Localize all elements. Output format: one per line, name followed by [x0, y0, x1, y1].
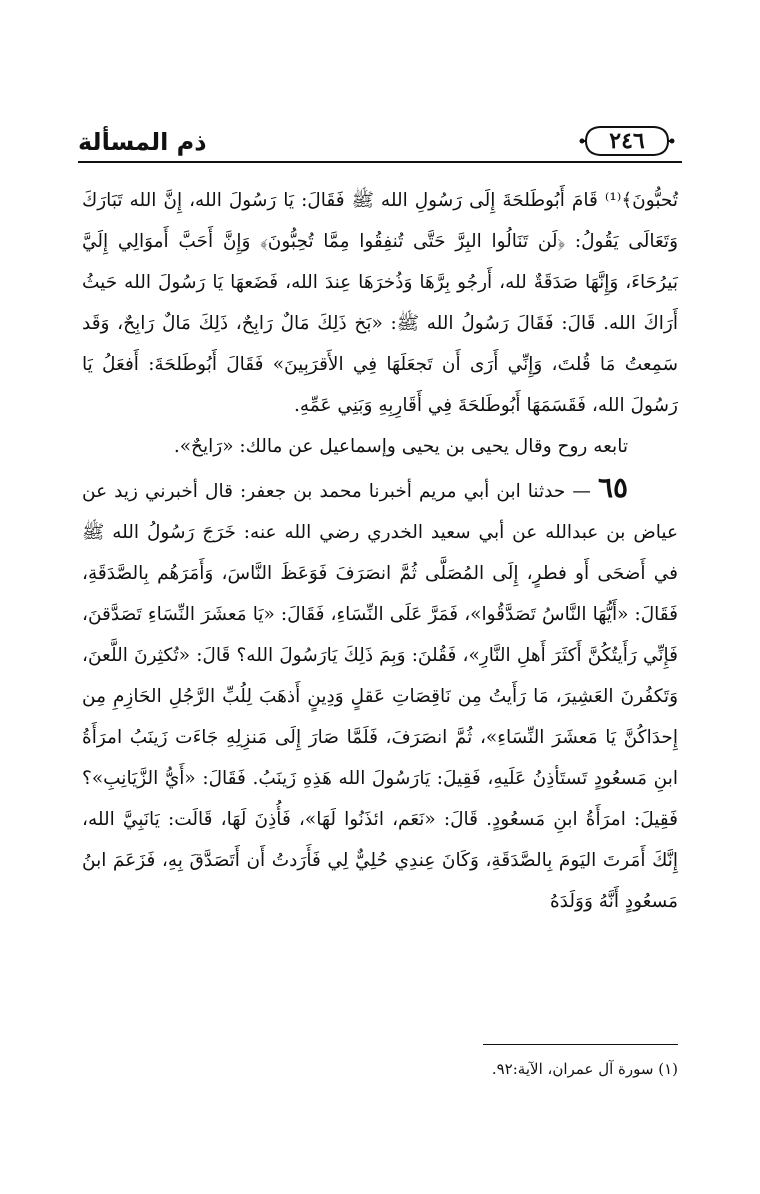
page-number-badge: [578, 122, 676, 160]
page-number: ٢٤٦: [609, 128, 645, 154]
main-text: [82, 180, 678, 922]
paragraph-1: تُحبُّونَ﴾⁽¹⁾ قَامَ أَبُوطَلحَةَ إِلَى رَسُولِ الله ﷺ فَقَالَ: يَا رَسُولَ الله، إِنَّ الله تَبَارَكَ وَتَعَالَى يَقُولُ: ﴿لَن تَنَالُوا البِرَّ حَتَّى تُنفِقُوا مِمَّا تُحِبُّونَ﴾ وَإِنَّ أَحَبَّ أَموَالِي إِلَيَّ بَيرُحَاءَ، وَإِنَّهَا صَدَقَةٌ لله، أَرجُو بِرَّهَا وَذُخرَهَا عِندَ الله، فَضَعهَا يَا رَسُولَ الله حَيثُ أَرَاكَ الله. قَالَ: فَقَالَ رَسُولُ الله ﷺ: «بَخ ذَلِكَ مَالٌ رَابِحٌ، ذَلِكَ مَالٌ رَابِحٌ، وَقَد سَمِعتُ مَا قُلتَ، وَإِنِّي أَرَى أَن تَجعَلَهَا فِي الأَقرَبِينَ» فَقَالَ أَبُوطَلحَةَ: أَفعَلُ يَا رَسُولَ الله، فَقَسَمَهَا أَبُوطَلحَةَ فِي أَقَارِبِهِ وَبَنِي عَمِّهِ.: [82, 190, 678, 416]
header-rule: [78, 161, 682, 163]
footnote-rule: [483, 1044, 678, 1045]
hadith-number: ٦٥: [597, 471, 629, 504]
paragraph-2: تابعه روح وقال يحيى بن يحيى وإسماعيل عن مالك: «رَايحٌ».: [173, 436, 628, 457]
page-header: [78, 120, 682, 168]
running-title: ذم المسألة: [78, 128, 207, 156]
footnote: (١) سورة آل عمران، الآية:٩٢.: [491, 1060, 678, 1078]
paragraph-3: — حدثنا ابن أبي مريم أخبرنا محمد بن جعفر: قال أخبرني زيد عن عياض بن عبدالله عن أبي سعيد الخدري رضي الله عنه: خَرَجَ رَسُولُ الله ﷺ في أَضحَى أَو فطرٍ، إِلَى المُصَلَّى ثُمَّ انصَرَفَ فَوَعَظَ النَّاسَ، وَأَمَرَهُم بِالصَّدَقَةِ، فَقَالَ: «أَيُّهَا النَّاسُ تَصَدَّقُوا»، فَمَرَّ عَلَى النِّسَاءِ، فَقَالَ: «يَا مَعشَرَ النِّسَاءِ تَصَدَّقنَ، فَإِنِّي رَأَيتُكُنَّ أَكثَرَ أَهلِ النَّارِ»، فَقُلنَ: وَبِمَ ذَلِكَ يَارَسُولَ الله؟ قَالَ: «تُكثِرنَ اللَّعنَ، وَتَكفُرنَ العَشِيرَ، مَا رَأَيتُ مِن نَاقِصَاتِ عَقلٍ وَدِينٍ أَذهَبَ لِلُبِّ الرَّجُلِ الحَازِمِ مِن إِحدَاكُنَّ يَا مَعشَرَ النِّسَاءِ»، ثُمَّ انصَرَفَ، فَلَمَّا صَارَ إِلَى مَنزِلِهِ جَاءَت زَينَبُ امرَأَةُ ابنِ مَسعُودٍ تَستَأذِنُ عَلَيهِ، فَقِيلَ: يَارَسُولَ الله هَذِهِ زَينَبُ. فَقَالَ: «أَيُّ الزَّيَانِبِ»؟ فَقِيلَ: امرَأَةُ ابنِ مَسعُودٍ. قَالَ: «نَعَم، ائذَنُوا لَهَا»، فَأُذِنَ لَهَا، قَالَت: يَانَبِيَّ الله، إِنَّكَ أَمَرتَ اليَومَ بِالصَّدَقَةِ، وَكَانَ عِندِي حُلِيٌّ لِي فَأَرَدتُ أَن أَتَصَدَّقَ بِهِ، فَزَعَمَ ابنُ مَسعُودٍ أَنَّهُ وَوَلَدَهُ: [82, 481, 678, 912]
hadith-paragraph: [82, 467, 678, 922]
